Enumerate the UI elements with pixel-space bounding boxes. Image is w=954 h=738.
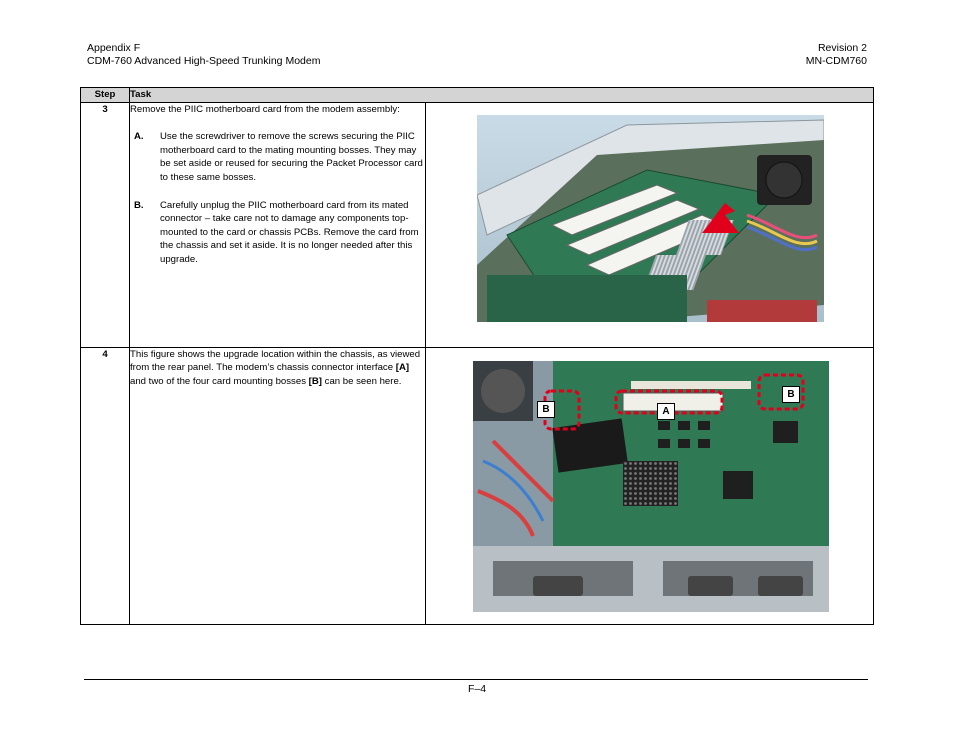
figure-cell bbox=[426, 347, 874, 624]
photo-piic-removal bbox=[477, 115, 824, 322]
task-text bbox=[130, 347, 426, 624]
column-header-step: Step bbox=[81, 88, 130, 103]
substep-a bbox=[130, 130, 425, 184]
task-text bbox=[130, 102, 426, 347]
step-number: 3 bbox=[81, 102, 130, 347]
table-row-step-3 bbox=[81, 102, 874, 347]
callout-label-b-left: B bbox=[537, 401, 555, 418]
substep-text: Carefully unplug the PIIC motherboard card from its mated connector – take care not to damage any components top-mounted to the card or chassis PCBs. Remove the card from the chassis and set it aside. It is no longer needed after this upgrade. bbox=[160, 199, 419, 265]
ref-b: [B] bbox=[308, 375, 322, 387]
substep-letter: B. bbox=[134, 199, 144, 211]
footer-rule bbox=[84, 679, 868, 680]
photo-upgrade-location bbox=[473, 361, 829, 612]
task-text-part-2: and two of the four card mounting bosses bbox=[130, 375, 309, 387]
task-text-part-3: can be seen here. bbox=[321, 375, 402, 387]
table-row-step-4 bbox=[81, 347, 874, 624]
photo-upgrade-location-drawing bbox=[473, 361, 829, 612]
substep-letter: A. bbox=[134, 131, 144, 143]
substep-b bbox=[130, 199, 425, 267]
step-number: 4 bbox=[81, 347, 130, 624]
figure-cell bbox=[426, 102, 874, 347]
callout-label-b-right: B bbox=[782, 386, 800, 403]
column-header-task: Task bbox=[130, 88, 874, 103]
header-left bbox=[87, 42, 320, 68]
table-header-row bbox=[81, 88, 874, 103]
header-doc-number: MN-CDM760 bbox=[805, 55, 867, 67]
ref-a: [A] bbox=[395, 362, 410, 374]
substep-text: Use the screwdriver to remove the screws securing the PIIC motherboard card to the mating mounting bosses. They may be set aside or reused for securing the Packet Processor card to these same bosses. bbox=[160, 131, 423, 183]
header-appendix: Appendix F bbox=[87, 42, 141, 54]
header-product: CDM-760 Advanced High-Speed Trunking Modem bbox=[87, 55, 321, 67]
procedure-table bbox=[80, 87, 874, 625]
page-number: F–4 bbox=[467, 683, 487, 695]
task-text-part-1: This figure shows the upgrade location within the chassis, as viewed from the rear panel. The modem’s chassis connector interface bbox=[130, 348, 421, 374]
callout-label-a: A bbox=[657, 403, 675, 420]
task-intro: Remove the PIIC motherboard card from the modem assembly: bbox=[130, 103, 400, 115]
photo-piic-removal-drawing bbox=[477, 115, 824, 322]
header-revision: Revision 2 bbox=[817, 42, 867, 54]
header-right bbox=[806, 42, 867, 68]
